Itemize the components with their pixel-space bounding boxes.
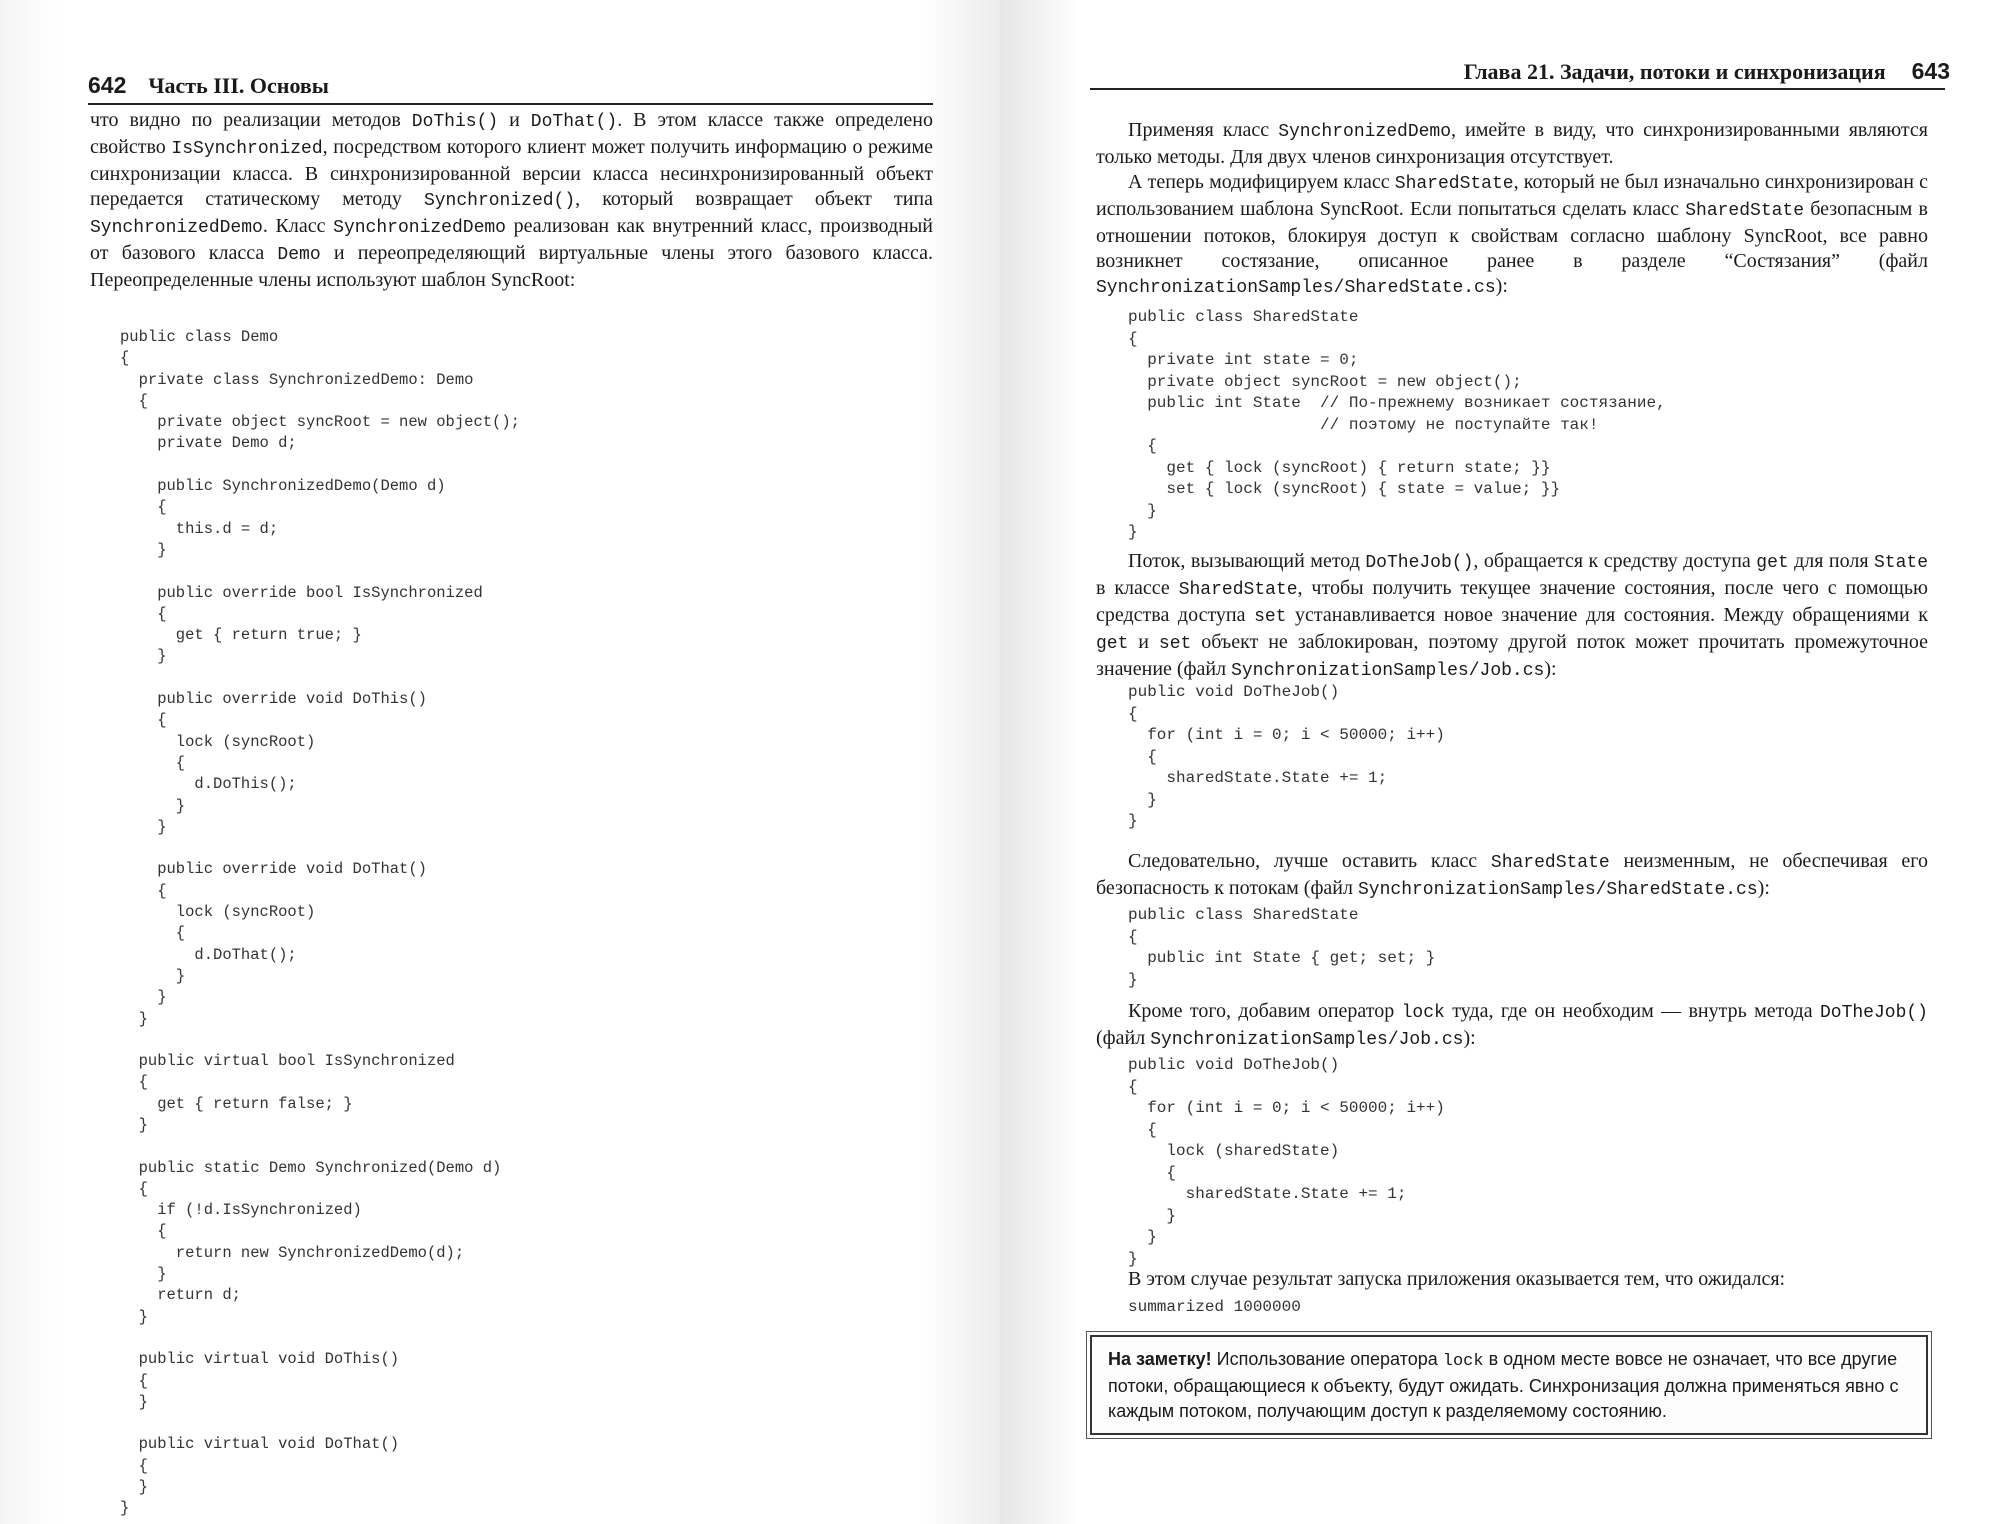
- right-paragraph-block-2: [1096, 549, 1928, 684]
- left-header-rule: [88, 103, 933, 105]
- inline-code: SynchronizationSamples/Job.cs: [1150, 1030, 1464, 1050]
- inline-code: SharedState: [1490, 853, 1610, 873]
- inline-code: DoTheJob(): [1819, 1003, 1928, 1023]
- note-box: [1090, 1335, 1928, 1435]
- text-run: , посредством которого клиент может получить информацию о режиме синхронизации класса. В синхронизированной версии класса несинхронизированный объект передается статическому методу: [90, 136, 933, 210]
- right-paragraph-block-3: [1096, 849, 1928, 903]
- text-run: в одном месте вовсе не означает, что все другие потоки, обращающиеся к объекту, будут ожидать. Синхронизация должна применяться явно с каждым потоком, получающим доступ к разделяемому состоянию.: [1108, 1349, 1899, 1421]
- text-run: в классе: [1096, 577, 1179, 599]
- right-paragraph-block-4: [1096, 999, 1928, 1053]
- left-running-head: Часть III. Основы: [148, 73, 329, 98]
- inline-code: DoTheJob(): [1365, 553, 1474, 573]
- inline-code: Demo: [277, 245, 321, 265]
- right-paragraph-block-5: [1096, 1267, 1928, 1292]
- inline-code: SynchronizedDemo: [1278, 122, 1452, 142]
- left-intro-paragraph: [90, 108, 933, 293]
- text-run: неизменным, не обеспечивая его безопасность к потокам (файл: [1096, 850, 1928, 899]
- right-paragraph-2: [1096, 170, 1928, 301]
- right-code-listing-dothejob-lock: public void DoTheJob() { for (int i = 0; i < 50000; i++) { lock (sharedState) { sharedState.State += 1; } } }: [1128, 1056, 1445, 1268]
- inline-code: lock: [1442, 1352, 1484, 1371]
- left-paragraph-block: [90, 108, 933, 293]
- text-run: Кроме того, добавим оператор: [1128, 1000, 1402, 1022]
- text-run: реализован как внутренний класс, производный от базового класса: [90, 215, 934, 264]
- inline-code: set: [1158, 634, 1192, 654]
- text-run: устанавливается новое значение для состояния. Между обращениями к: [1286, 604, 1928, 626]
- inline-code: SynchronizationSamples/Job.cs: [1231, 661, 1545, 681]
- text-run: и переопределяющий виртуальные члены этого базового класса. Переопределенные члены используют шаблон SyncRoot:: [90, 242, 933, 291]
- left-page-header: [88, 72, 1088, 99]
- text-run: Использование оператора: [1211, 1349, 1443, 1369]
- text-run: . Класс: [262, 215, 334, 237]
- text-run: , чтобы получить текущее значение состояния, после чего с помощью средства доступа: [1096, 577, 1928, 626]
- right-paragraph-block-1: [1096, 118, 1928, 301]
- text-run: ):: [1463, 1027, 1476, 1049]
- right-paragraph-4: [1096, 849, 1928, 903]
- right-code-listing-dothejob: public void DoTheJob() { for (int i = 0; i < 50000; i++) { sharedState.State += 1; } }: [1128, 683, 1445, 830]
- right-paragraph-6: [1096, 1267, 1928, 1292]
- inline-code: SharedState: [1685, 201, 1805, 221]
- right-page-header: [1430, 58, 1950, 85]
- inline-code: SynchronizationSamples/SharedState.cs: [1096, 278, 1496, 298]
- text-run: туда, где он необходим — внутрь метода: [1444, 1000, 1820, 1022]
- text-run: и: [498, 109, 531, 131]
- right-running-head: Глава 21. Задачи, потоки и синхронизация: [1463, 59, 1886, 84]
- inline-code: SynchronizationSamples/SharedState.cs: [1357, 880, 1758, 900]
- text-run: Следовательно, лучше оставить класс: [1128, 850, 1491, 872]
- text-run: . В этом классе также определено свойство: [90, 109, 933, 158]
- inline-code: DoThat(): [530, 112, 618, 132]
- right-paragraph-3: [1096, 549, 1928, 684]
- inline-code: get: [1756, 553, 1789, 573]
- text-run: что видно по реализации методов: [90, 109, 412, 131]
- right-page-number: 643: [1911, 58, 1950, 84]
- inline-code: IsSynchronized: [171, 139, 323, 159]
- text-run: , обращается к средству доступа: [1473, 550, 1757, 572]
- note-text: [1108, 1349, 1898, 1421]
- text-run: Применяя класс: [1128, 119, 1279, 141]
- inline-code: get: [1096, 634, 1129, 654]
- inline-code: DoThis(): [411, 112, 499, 132]
- left-code-listing-demo: public class Demo { private class SynchronizedDemo: Demo { private object syncRoot = new object(); private Demo d; public SynchronizedDemo(Demo d) { this.d = d; } public override bool IsSynchronized { get { return true; } } public override void DoThis() { lock (syncRoot) { d.DoThis(); } } public override void DoThat() { lock (syncRoot) { d.DoThat(); } } } public virtual bool IsSynchronized { get { return false; } } public static Demo Synchronized(Demo d) { if (!d.IsSynchronized) { return new SynchronizedDemo(d); } return d; } public virtual void DoThis() { } public virtual void DoThat() { } }: [120, 328, 520, 1518]
- right-code-listing-sharedstate-lock: public class SharedState { private int state = 0; private object syncRoot = new object(); public int State // По-прежнему возникает состязание, // поэтому не поступайте так! { get { lock (syncRoot) { return state; }} set { lock (syncRoot) { state = value; }} } }: [1128, 308, 1666, 541]
- text-run: ):: [1495, 275, 1508, 297]
- inline-code: SynchronizedDemo: [333, 218, 506, 238]
- text-run: и: [1128, 631, 1159, 653]
- program-output: summarized 1000000: [1128, 1298, 1301, 1316]
- text-run: (файл: [1096, 1027, 1151, 1049]
- text-run: , который не был изначально синхронизирован с использованием шаблона SyncRoot. Если попытаться сделать класс: [1096, 171, 1928, 220]
- text-run: Поток, вызывающий метод: [1128, 550, 1366, 572]
- note-label: На заметку!: [1108, 1349, 1212, 1369]
- right-paragraph-1: [1096, 118, 1928, 170]
- right-header-rule: [1090, 88, 1945, 90]
- left-page-number: 642: [88, 72, 127, 98]
- inline-code: SharedState: [1394, 174, 1514, 194]
- text-run: А теперь модифицируем класс: [1128, 171, 1395, 193]
- text-run: ):: [1544, 658, 1557, 680]
- inline-code: Synchronized(): [423, 191, 576, 211]
- inline-code: SynchronizedDemo: [90, 218, 263, 238]
- inline-code: SharedState: [1178, 580, 1298, 600]
- text-run: В этом случае результат запуска приложения оказывается тем, что ожидался:: [1128, 1268, 1786, 1290]
- right-code-listing-sharedstate-auto: public class SharedState { public int State { get; set; } }: [1128, 906, 1436, 989]
- text-run: ):: [1757, 877, 1770, 899]
- text-run: , имейте в виду, что синхронизированными являются только методы. Для двух членов синхронизация отсутствует.: [1096, 119, 1928, 168]
- text-run: безопасным в отношении потоков, блокируя доступ к свойствам согласно шаблону SyncRoot, все равно возникнет состязание, описанное ранее в разделе “Состязания” (файл: [1096, 198, 1928, 272]
- inline-code: set: [1254, 607, 1287, 627]
- text-run: для поля: [1788, 550, 1874, 572]
- right-paragraph-5: [1096, 999, 1928, 1053]
- inline-code: lock: [1401, 1003, 1445, 1023]
- text-run: , который возвращает объект типа: [575, 188, 934, 210]
- text-run: объект не заблокирован, поэтому другой поток может прочитать промежуточное значение (файл: [1096, 631, 1928, 680]
- inline-code: State: [1874, 553, 1929, 573]
